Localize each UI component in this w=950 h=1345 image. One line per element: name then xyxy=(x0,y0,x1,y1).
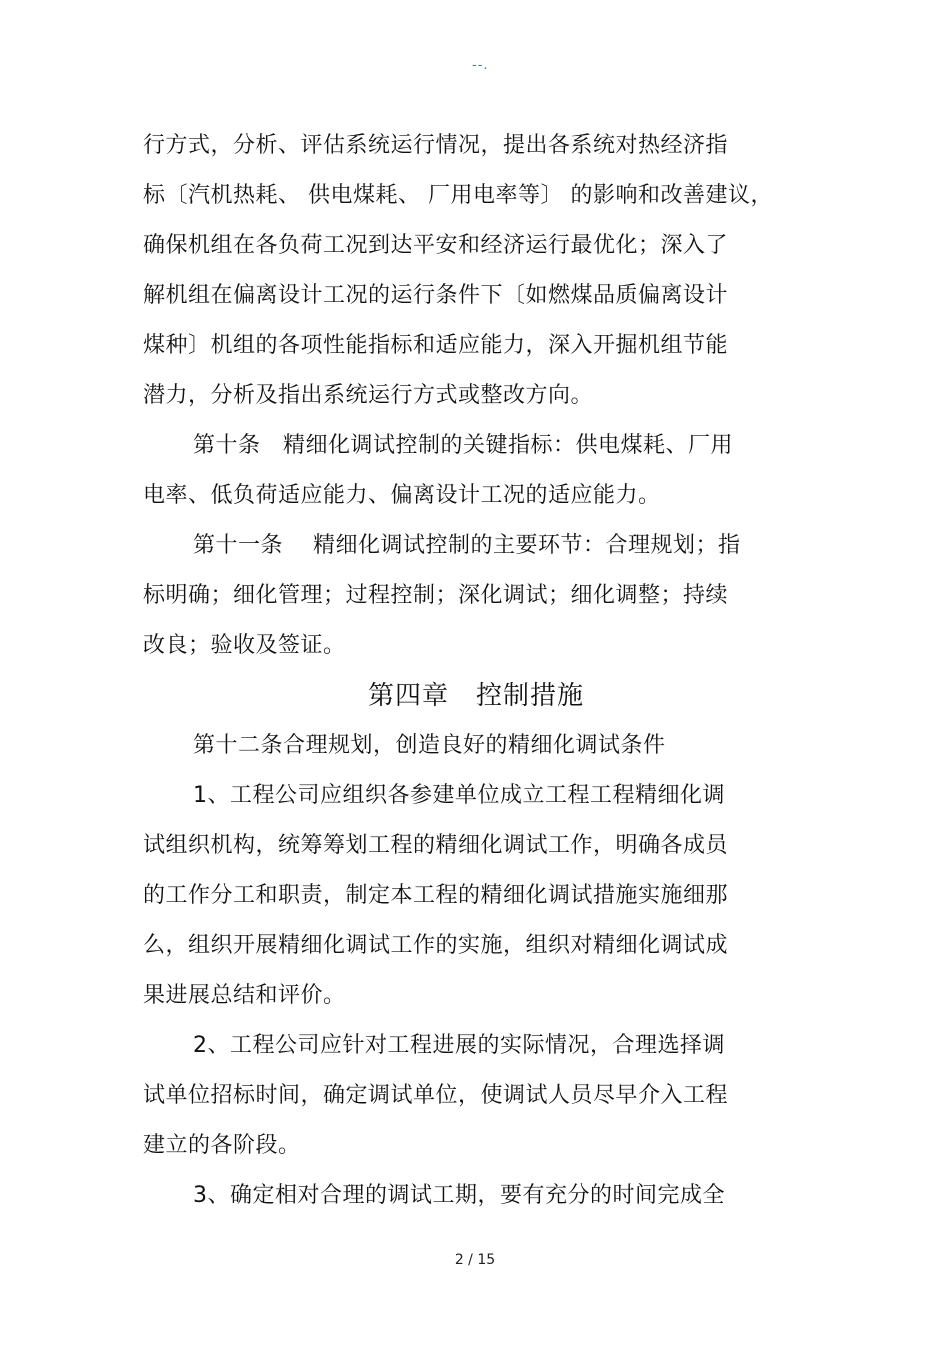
paragraph-line: 标明确；细化管理；过程控制；深化调试；细化调整；持续 xyxy=(143,583,729,608)
paragraph-line: 的工作分工和职责，制定本工程的精细化调试措施实施细那 xyxy=(143,883,729,908)
list-item-1-line: 1、工程公司应组织各参建单位成立工程工程精细化调 xyxy=(193,783,725,808)
paragraph-line: 试组织机构，统筹筹划工程的精细化调试工作，明确各成员 xyxy=(143,833,729,858)
paragraph-line: 标〔汽机热耗、 供电煤耗、 厂用电率等〕 的影响和改善建议， xyxy=(143,183,773,208)
paragraph-line: 果进展总结和评价。 xyxy=(143,983,346,1008)
paragraph-line: 改良；验收及签证。 xyxy=(143,633,346,658)
article-10-line: 第十条 精细化调试控制的关键指标：供电煤耗、厂用 xyxy=(193,433,734,458)
paragraph-line: 潜力，分析及指出系统运行方式或整改方向。 xyxy=(143,383,594,408)
list-item-3-line: 3、确定相对合理的调试工期，要有充分的时间完成全 xyxy=(193,1183,725,1208)
paragraph-line: 建立的各阶段。 xyxy=(143,1133,301,1158)
paragraph-line: 电率、低负荷适应能力、偏离设计工况的适应能力。 xyxy=(143,483,661,508)
paragraph-line: 解机组在偏离设计工况的运行条件下〔如燃煤品质偏离设计 xyxy=(143,283,729,308)
paragraph-line: 煤种〕机组的各项性能指标和适应能力，深入开掘机组节能 xyxy=(143,333,729,358)
chapter-heading: 第四章 控制措施 xyxy=(368,681,585,711)
list-item-2-line: 2、工程公司应针对工程进展的实际情况，合理选择调 xyxy=(193,1033,725,1058)
paragraph-line: 确保机组在各负荷工况到达平安和经济运行最优化；深入了 xyxy=(143,233,729,258)
article-12-line: 第十二条合理规划，创造良好的精细化调试条件 xyxy=(193,733,666,758)
paragraph-line: 试单位招标时间，确定调试单位，使调试人员尽早介入工程 xyxy=(143,1083,729,1108)
paragraph-line: 么，组织开展精细化调试工作的实施，组织对精细化调试成 xyxy=(143,933,729,958)
paragraph-line: 行方式，分析、评估系统运行情况，提出各系统对热经济指 xyxy=(143,133,729,158)
article-11-line: 第十一条 精细化调试控制的主要环节：合理规划；指 xyxy=(193,533,741,558)
page-number: 2 / 15 xyxy=(454,1252,496,1268)
header-mark: --. xyxy=(472,58,489,73)
